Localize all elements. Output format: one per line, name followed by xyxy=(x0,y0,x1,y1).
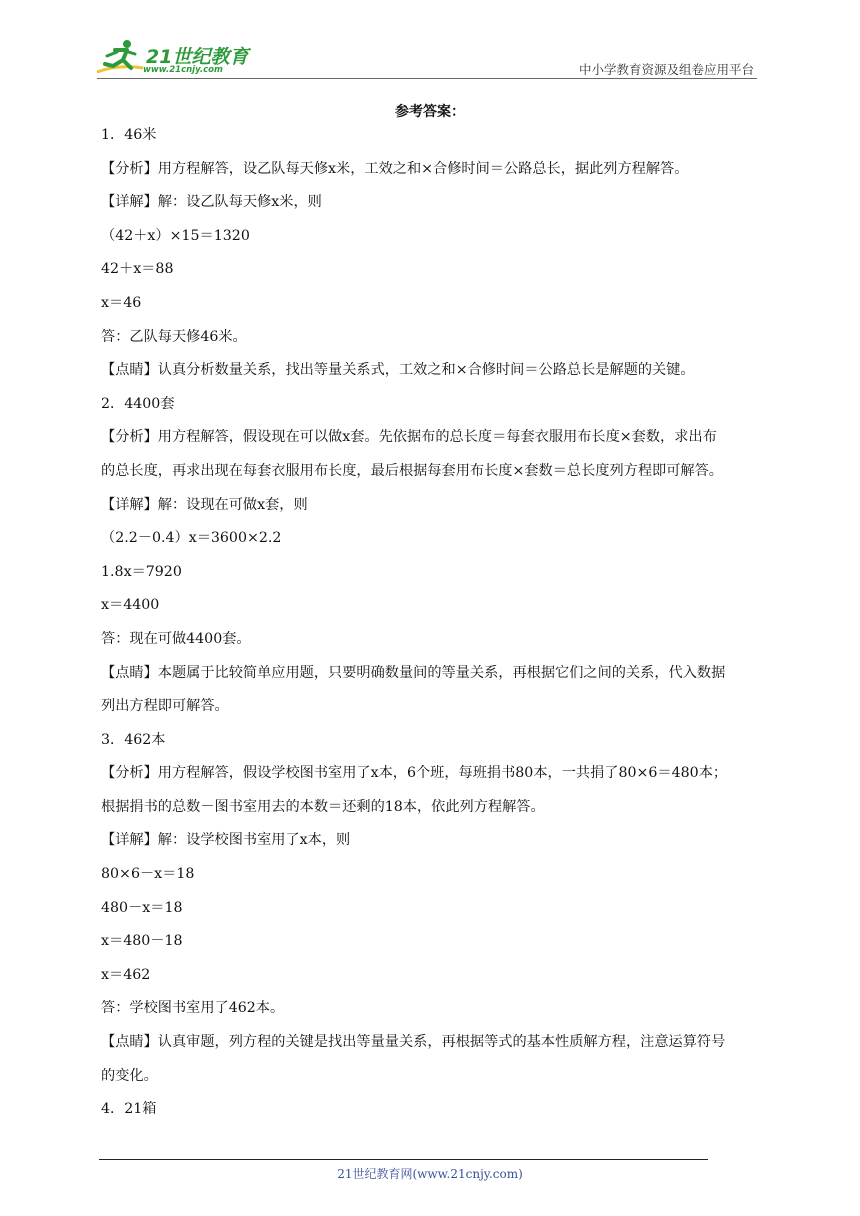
q2-step: 1.8x＝7920 xyxy=(101,563,182,580)
q2-conclusion: 答：现在可做4400套。 xyxy=(101,630,251,647)
logo-url: www.21cnjy.com xyxy=(143,65,223,75)
q2-analysis-cont: 的总长度，再求出现在每套衣服用布长度，最后根据每套用布长度×套数＝总长度列方程即可解答。 xyxy=(101,462,723,479)
q3-conclusion: 答：学校图书室用了462本。 xyxy=(101,1000,285,1017)
q1-equation: （42＋x）×15＝1320 xyxy=(101,227,250,244)
footer-divider xyxy=(99,1159,708,1160)
q3-comment: 【点睛】认真审题，列方程的关键是找出等量量关系，再根据等式的基本性质解方程，注意运算符号 xyxy=(101,1034,726,1051)
q2-answer: 2．4400套 xyxy=(101,395,175,412)
header-divider xyxy=(97,78,757,79)
q3-step: x＝480－18 xyxy=(101,933,183,950)
q1-detail: 【详解】解：设乙队每天修x米，则 xyxy=(101,194,322,211)
q1-step: 42＋x＝88 xyxy=(101,261,174,278)
q3-detail: 【详解】解：设学校图书室用了x本，则 xyxy=(101,832,351,849)
q3-analysis: 【分析】用方程解答，假设学校图书室用了x本，6个班，每班捐书80本，一共捐了80×6＝480本； xyxy=(101,765,728,782)
q3-step: 480－x＝18 xyxy=(101,899,183,916)
q3-equation: 80×6－x＝18 xyxy=(101,866,195,883)
q3-answer: 3．462本 xyxy=(101,731,166,748)
q2-equation: （2.2－0.4）x＝3600×2.2 xyxy=(101,530,282,547)
q1-comment: 【点睛】认真分析数量关系，找出等量关系式，工效之和×合修时间＝公路总长是解题的关键。 xyxy=(101,362,695,379)
footer-text: 21世纪教育网(www.21cnjy.com) xyxy=(337,1167,523,1181)
answer-body xyxy=(101,124,763,1120)
q4-answer: 4．21箱 xyxy=(101,1101,157,1118)
q2-comment: 【点睛】本题属于比较简单应用题，只要明确数量间的等量关系，再根据它们之间的关系，代入数据 xyxy=(101,664,726,681)
q1-answer: 1．46米 xyxy=(101,127,157,143)
logo xyxy=(93,38,263,80)
q2-comment-cont: 列出方程即可解答。 xyxy=(101,698,229,715)
q3-step: x＝462 xyxy=(101,966,151,983)
platform-name: 中小学教育资源及组卷应用平台 xyxy=(578,62,754,77)
q2-detail: 【详解】解：设现在可做x套，则 xyxy=(101,496,308,513)
q1-step: x＝46 xyxy=(101,294,142,311)
logo-text: 21世纪教育 xyxy=(146,46,249,68)
answers-title: 参考答案： xyxy=(395,104,465,120)
q1-conclusion: 答：乙队每天修46米。 xyxy=(101,328,247,345)
q3-comment-cont: 的变化。 xyxy=(101,1067,158,1084)
q2-analysis: 【分析】用方程解答，假设现在可以做x套。先依据布的总长度＝每套衣服用布长度×套数，求出布 xyxy=(101,429,717,446)
runner-logo-icon xyxy=(93,38,145,80)
q3-analysis-cont: 根据捐书的总数－图书室用去的本数＝还剩的18本，依此列方程解答。 xyxy=(101,798,545,815)
q1-analysis: 【分析】用方程解答，设乙队每天修x米，工效之和×合修时间＝公路总长，据此列方程解答。 xyxy=(101,160,689,177)
q2-step: x＝4400 xyxy=(101,597,160,614)
page-header xyxy=(0,0,860,80)
